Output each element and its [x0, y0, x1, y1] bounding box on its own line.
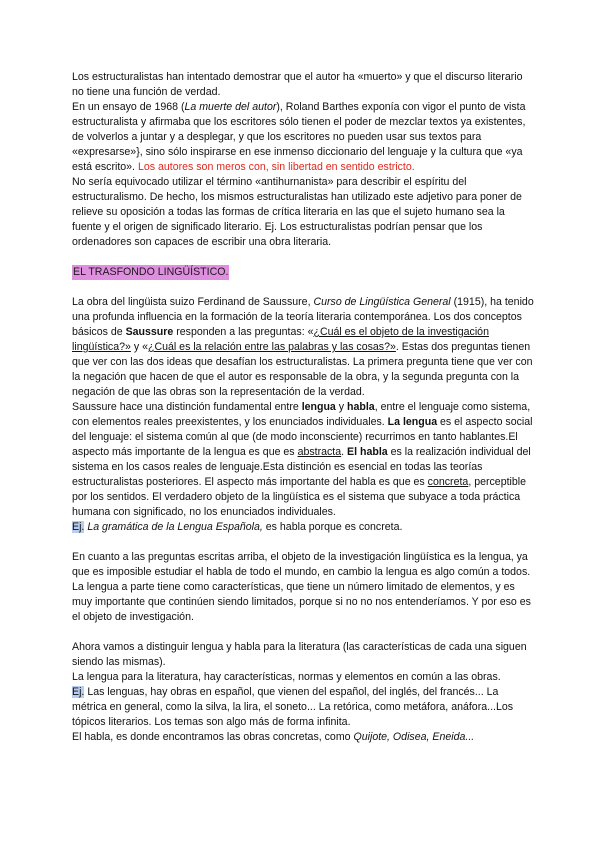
text-span: (1915), ha tenido una profunda influencia en la formación de la teoría literaria contemporánea. Los dos conceptos básicos de	[72, 296, 534, 338]
underlined-question: ¿Cuál es el objeto de la investigación lingüística?»	[72, 326, 489, 353]
paragraph-example-gramatica	[72, 520, 534, 535]
bold-term: El habla	[347, 446, 388, 458]
text-span: es la realización individual del sistema en los casos reales de lenguaje.Esta distinción es esencial en todas las teorías estructuralistas posteriores. El aspecto más importante del habla es que es	[72, 446, 531, 488]
bold-term: Saussure	[125, 326, 174, 338]
paragraph-lengua-literatura: La lengua para la literatura, hay características, normas y elementos en común a las obras.	[72, 671, 501, 683]
bold-term: La lengua	[387, 416, 438, 428]
italic-title: La muerte del autor	[184, 101, 277, 113]
highlighted-example-label: Ej.	[72, 521, 85, 533]
italic-works: Quijote, Odisea, Eneida...	[353, 731, 475, 743]
bold-term: habla	[347, 401, 375, 413]
text-span: responden a las preguntas: «	[173, 326, 314, 338]
paragraph-saussure	[72, 295, 534, 400]
underlined-question: ¿Cuál es la relación entre las palabras y las cosas?»	[147, 341, 396, 353]
text-span: Los estructuralistas han intentado demostrar que el autor ha «muerto» y que el discurso literario no tiene una función de verdad.	[72, 71, 523, 98]
text-span: y	[335, 401, 348, 413]
text-span: La obra del lingüista suizo Ferdinand de Saussure,	[72, 296, 314, 308]
text-span: , entre el lenguaje como sistema, con elementos reales preexistentes, y los enunciados individuales.	[72, 401, 531, 428]
paragraph-questions-answer: En cuanto a las preguntas escritas arriba, el objeto de la investigación lingüística es la lengua, ya que es imposible estudiar el habla de todo el mundo, en cambio la lengua es algo común a todos. La lengua a parte tiene como características, que tiene un número limitado de elementos, y es muy importante que continúen siendo limitados, porque si no no nos entenderíamos. Y por eso es el objeto de investigación.	[72, 551, 531, 623]
bold-term: lengua	[301, 401, 336, 413]
paragraph-lengua-habla	[72, 400, 534, 520]
text-span: es habla porque es concreta.	[262, 521, 403, 533]
text-span: En un ensayo de 1968 (	[72, 101, 185, 113]
text-span: .	[341, 446, 348, 458]
text-span: Saussure hace una distinción fundamental entre	[72, 401, 302, 413]
text-span: No sería equivocado utilizar el término «antihurnanista» para describir el espíritu del estructuralismo. De hecho, los mismos estructuralistas han utilizado este adjetivo para poner de relieve su oposición a todas las formas de crítica literaria en las que el sujeto humano sea la fuente y el origen de significado literario. Ej. Los estructuralistas podrían pensar que los ordenadores son capaces de escribir una obra literaria.	[72, 176, 522, 248]
red-note: Los autores son meros con, sin libertad en sentido estricto.	[137, 161, 415, 173]
section-heading: EL TRASFONDO LINGÜÍSTICO.	[73, 266, 229, 278]
italic-title: Curso de Lingüística General	[313, 296, 451, 308]
section-heading-wrap	[72, 265, 534, 280]
paragraph-example-lenguas	[72, 685, 534, 730]
italic-title: La gramática de la Lengua Española,	[87, 521, 263, 533]
paragraph-literature-intro: Ahora vamos a distinguir lengua y habla para la literatura (las características de cada una siguen siendo las mismas).	[72, 641, 527, 668]
text-span: El habla, es donde encontramos las obras concretas, como	[72, 731, 354, 743]
underlined-term: abstracta	[297, 446, 342, 458]
paragraph-habla-obras	[72, 730, 534, 745]
highlighted-example-label: Ej.	[72, 686, 85, 698]
text-span: , perceptible por los sentidos. El verdadero objeto de la lingüística es el sistema que subyace a toda práctica humana con significado, no los enunciados individuales.	[72, 476, 527, 518]
text-span: es el aspecto social del lenguaje: el sistema común al que (de modo inconsciente) recurrimos en tanto hablantes.El aspecto más importante de la lengua es que es	[72, 416, 533, 458]
text-span: ), Roland Barthes exponía con vigor el punto de vista estructuralista y afirmaba que los escritores sólo tienen el poder de mezclar textos ya existentes, de volverlos a juntar y a desplegar, y que los escritores no pueden usar sus textos para «expresarse»}, sino sólo inspirarse en ese inmenso diccionario del lenguaje y la cultura que «ya está escrito».	[72, 101, 526, 173]
underlined-term: concreta	[427, 476, 469, 488]
text-span: . Estas dos preguntas tienen que ver con las dos ideas que desafían los estructuralistas. La primera pregunta tiene que ver con la negación que hacen de que el autor es responsable de la obra, y la segunda pregunta con la negación de que las obras son la representación de la verdad.	[72, 341, 533, 398]
paragraph-structuralists	[72, 70, 534, 250]
text-span: Las lenguas, hay obras en español, que vienen del español, del inglés, del francés... La métrica en general, como la silva, la lira, el soneto... La retórica, como metáfora, anáfora...Los tópicos literarios. Los temas son algo más de forma infinita.	[72, 686, 514, 728]
text-span: y «	[130, 341, 148, 353]
